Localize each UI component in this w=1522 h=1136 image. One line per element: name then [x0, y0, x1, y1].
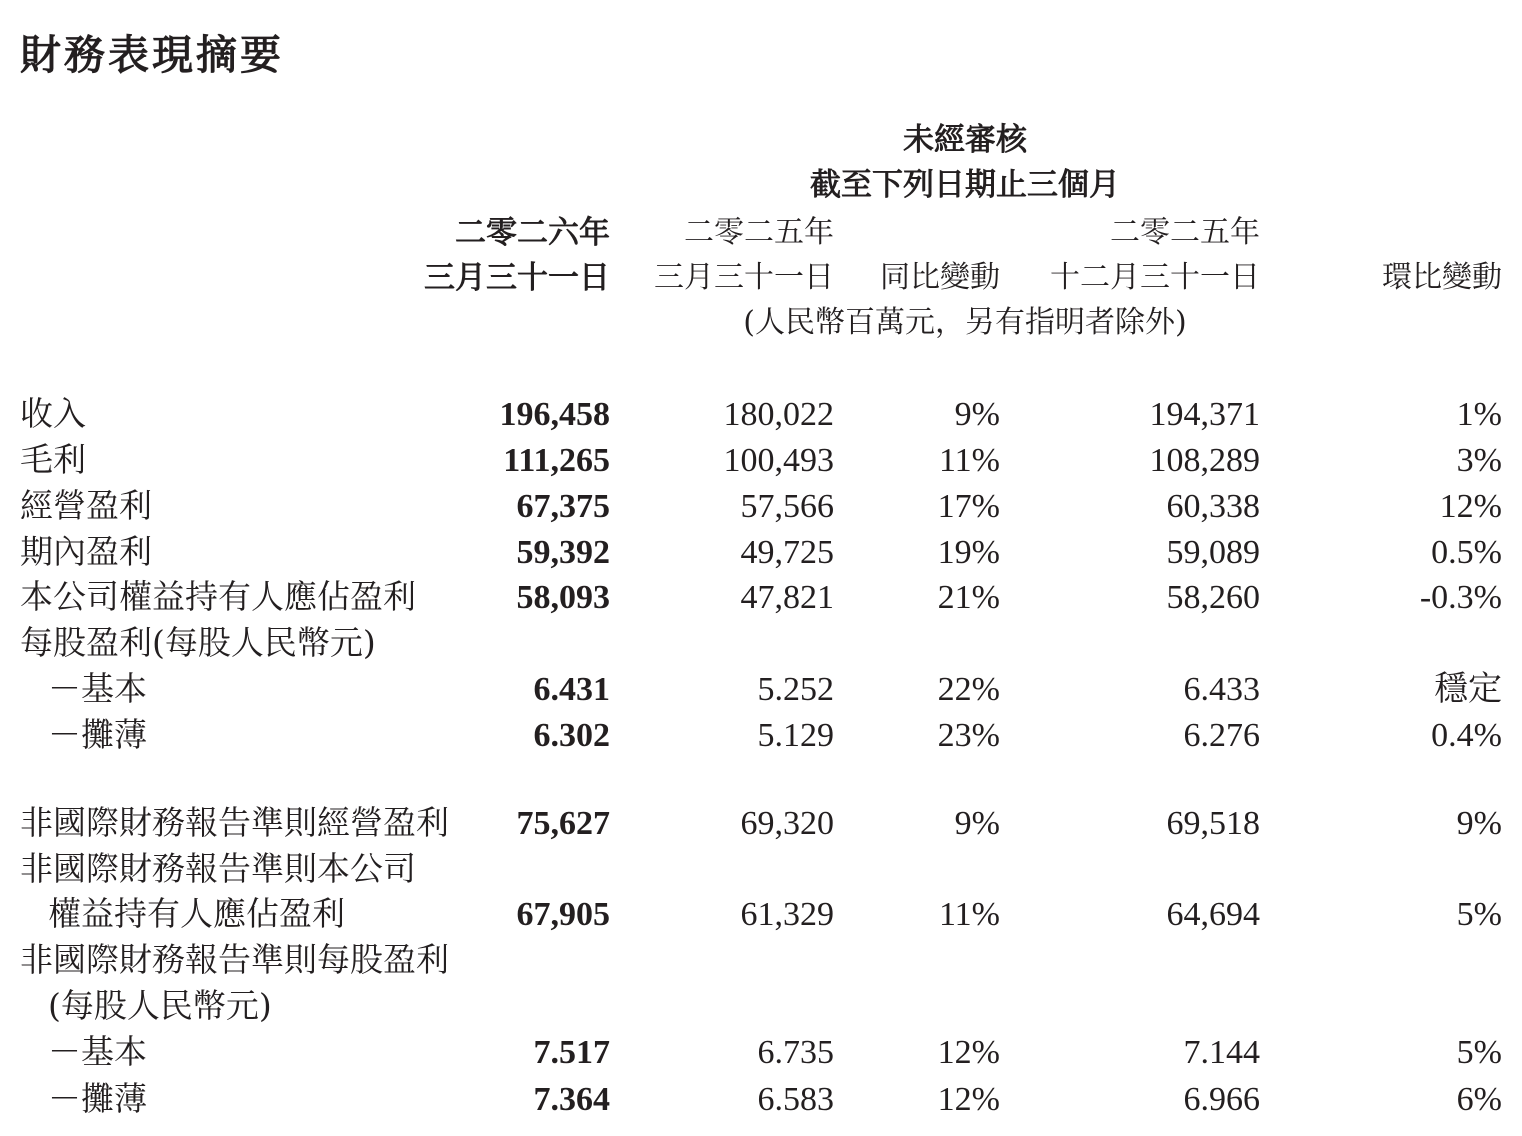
cell-v5: 6% — [1456, 1081, 1502, 1118]
col4-year: 二零二五年 — [1110, 215, 1260, 250]
cell-v5: 0.4% — [1431, 717, 1502, 754]
col5-header: 環比變動 — [1382, 260, 1502, 295]
cell-v5: 12% — [1439, 488, 1502, 525]
cell-v4: 64,694 — [1166, 896, 1260, 933]
cell-v1: 7.517 — [533, 1034, 610, 1071]
cell-v1: 6.302 — [533, 717, 610, 754]
cell-v1: 7.364 — [533, 1081, 610, 1118]
cell-v4: 108,289 — [1149, 442, 1260, 479]
row-label: 非國際財務報告準則每股盈利 — [20, 940, 449, 979]
row-label: 收入 — [20, 394, 86, 433]
cell-v1: 6.431 — [533, 671, 610, 708]
row-label: 權益持有人應佔盈利 — [48, 894, 345, 933]
cell-v4: 60,338 — [1166, 488, 1260, 525]
period-header: 截至下列日期止三個月 — [810, 167, 1120, 203]
page-title: 財務表現摘要 — [20, 31, 284, 79]
row-label: 毛利 — [20, 440, 86, 479]
cell-v5: 1% — [1456, 396, 1502, 433]
row-label: 經營盈利 — [20, 486, 152, 525]
cell-v2: 5.129 — [757, 717, 834, 754]
cell-v4: 69,518 — [1166, 805, 1260, 842]
cell-v2: 180,022 — [723, 396, 834, 433]
cell-v3: 11% — [938, 896, 1000, 933]
row-label: (每股人民幣元) — [48, 986, 272, 1025]
cell-v5: 穩定 — [1434, 671, 1502, 708]
cell-v1: 58,093 — [516, 579, 610, 616]
row-label: 每股盈利(每股人民幣元) — [20, 623, 376, 662]
row-label: 非國際財務報告準則經營盈利 — [20, 803, 449, 842]
cell-v4: 6.966 — [1183, 1081, 1260, 1118]
row-label: －攤薄 — [48, 1079, 147, 1118]
cell-v2: 6.583 — [757, 1081, 834, 1118]
cell-v4: 6.433 — [1183, 671, 1260, 708]
audit-status-header: 未經審核 — [903, 122, 1027, 158]
cell-v3: 12% — [937, 1034, 1000, 1071]
cell-v2: 47,821 — [740, 579, 834, 616]
col4-date: 十二月三十一日 — [1050, 260, 1260, 295]
cell-v2: 61,329 — [740, 896, 834, 933]
cell-v5: 5% — [1456, 896, 1502, 933]
cell-v3: 9% — [954, 805, 1000, 842]
cell-v3: 21% — [937, 579, 1000, 616]
row-label: 非國際財務報告準則本公司 — [20, 849, 416, 888]
row-label: －基本 — [48, 669, 147, 708]
cell-v1: 111,265 — [503, 442, 610, 479]
row-label: －攤薄 — [48, 715, 147, 754]
cell-v5: 0.5% — [1431, 534, 1502, 571]
cell-v3: 9% — [954, 396, 1000, 433]
col2-year: 二零二五年 — [684, 215, 834, 250]
cell-v4: 194,371 — [1149, 396, 1260, 433]
row-label: 期內盈利 — [20, 532, 152, 571]
cell-v5: 5% — [1456, 1034, 1502, 1071]
col3-header: 同比變動 — [880, 260, 1000, 295]
col1-date: 三月三十一日 — [424, 260, 610, 296]
cell-v4: 6.276 — [1183, 717, 1260, 754]
unit-note: (人民幣百萬元，另有指明者除外) — [743, 305, 1187, 340]
cell-v5: -0.3% — [1419, 579, 1502, 616]
cell-v3: 23% — [937, 717, 1000, 754]
cell-v1: 67,905 — [516, 896, 610, 933]
cell-v1: 196,458 — [499, 396, 610, 433]
row-label: 本公司權益持有人應佔盈利 — [20, 577, 416, 616]
cell-v4: 58,260 — [1166, 579, 1260, 616]
cell-v3: 12% — [937, 1081, 1000, 1118]
cell-v5: 3% — [1456, 442, 1502, 479]
cell-v4: 59,089 — [1166, 534, 1260, 571]
cell-v2: 6.735 — [757, 1034, 834, 1071]
cell-v3: 22% — [937, 671, 1000, 708]
cell-v4: 7.144 — [1183, 1034, 1260, 1071]
cell-v2: 100,493 — [723, 442, 834, 479]
cell-v5: 9% — [1456, 805, 1502, 842]
cell-v2: 5.252 — [757, 671, 834, 708]
col1-year: 二零二六年 — [455, 215, 610, 251]
cell-v2: 57,566 — [740, 488, 834, 525]
cell-v3: 19% — [937, 534, 1000, 571]
cell-v2: 69,320 — [740, 805, 834, 842]
cell-v2: 49,725 — [740, 534, 834, 571]
cell-v3: 11% — [938, 442, 1000, 479]
cell-v1: 59,392 — [516, 534, 610, 571]
cell-v3: 17% — [937, 488, 1000, 525]
cell-v1: 75,627 — [516, 805, 610, 842]
col2-date: 三月三十一日 — [654, 260, 834, 295]
cell-v1: 67,375 — [516, 488, 610, 525]
row-label: －基本 — [48, 1032, 147, 1071]
